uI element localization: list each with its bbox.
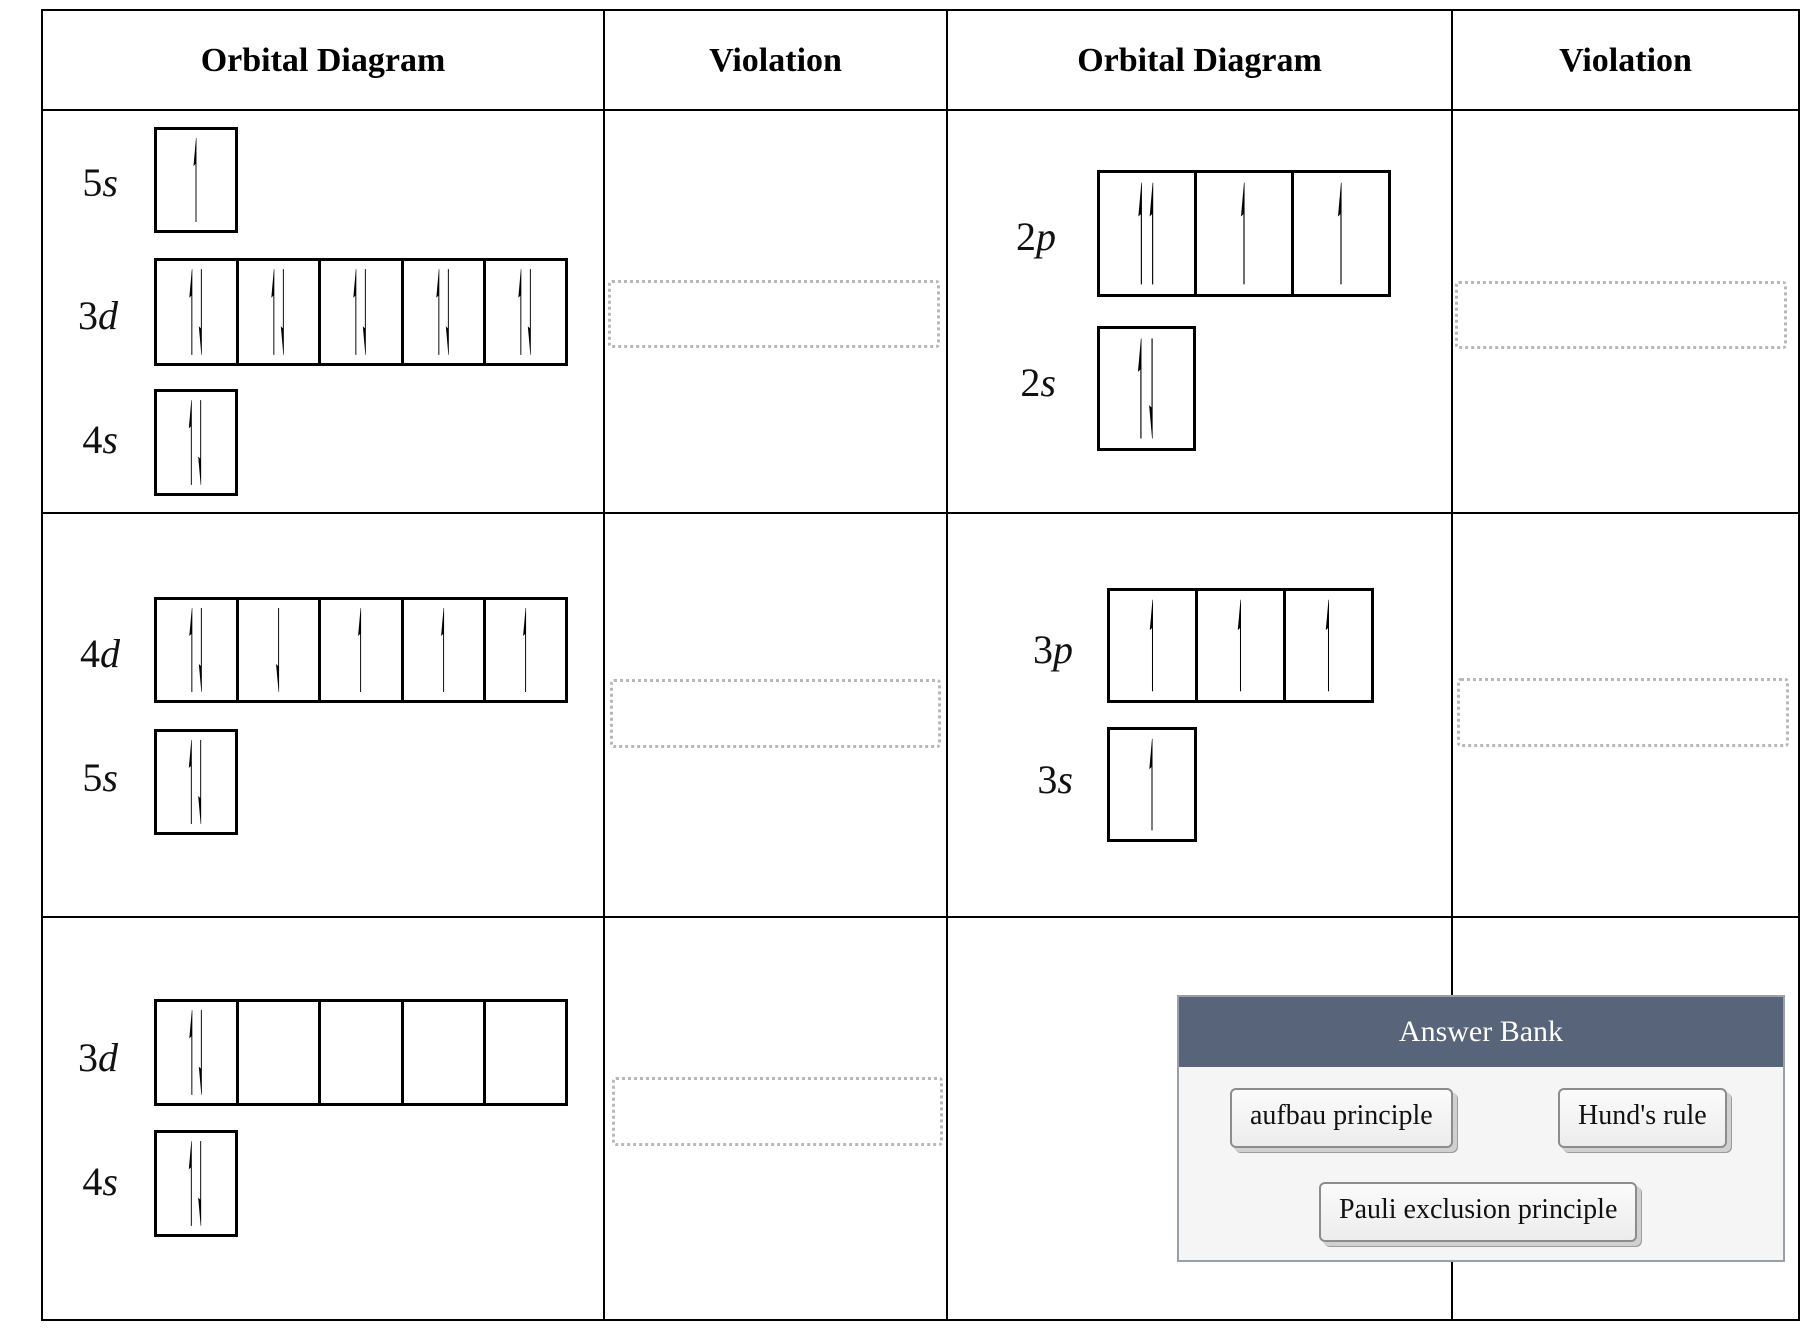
spin-up-arrow-icon xyxy=(189,269,192,355)
orbital-label: 3d xyxy=(78,293,118,338)
orbital-boxes xyxy=(1107,588,1374,703)
orbital-box xyxy=(1294,173,1388,294)
orbital-box xyxy=(1197,173,1294,294)
orbital-box xyxy=(404,600,486,700)
spin-up-arrow-icon xyxy=(1238,600,1241,692)
grid-line xyxy=(41,916,1800,918)
orbital-box xyxy=(321,261,403,363)
orbital-box xyxy=(321,600,403,700)
orbital-boxes xyxy=(154,127,238,233)
orbital-label: 5s xyxy=(82,160,118,205)
orbital-box xyxy=(157,261,239,363)
spin-down-arrow-icon xyxy=(199,269,202,355)
spin-up-arrow-icon xyxy=(436,269,439,355)
orbital-boxes xyxy=(1107,727,1197,842)
orbital-label: 2s xyxy=(1020,360,1056,405)
orbital-box xyxy=(239,600,321,700)
spin-up-arrow-icon xyxy=(523,608,526,692)
answer-chip-aufbau-principle[interactable]: aufbau principle xyxy=(1230,1088,1453,1148)
orbital-boxes xyxy=(154,258,568,366)
orbital-label: 3s xyxy=(1037,757,1073,802)
spin-down-arrow-icon xyxy=(198,740,201,824)
orbital-boxes xyxy=(1097,326,1196,451)
orbital-box xyxy=(157,600,239,700)
orbital-box xyxy=(486,1002,565,1103)
spin-up-arrow-icon xyxy=(518,269,521,355)
orbital-box xyxy=(1100,173,1197,294)
spin-down-arrow-icon xyxy=(1149,339,1153,439)
spin-up-arrow-icon xyxy=(1138,183,1142,285)
orbital-boxes xyxy=(154,729,238,835)
orbital-box xyxy=(239,261,321,363)
spin-down-arrow-icon xyxy=(281,269,284,355)
orbital-box xyxy=(157,130,235,230)
orbital-box xyxy=(1100,329,1193,448)
answer-chip-pauli-exclusion-principle[interactable]: Pauli exclusion principle xyxy=(1319,1182,1637,1242)
orbital-box xyxy=(157,1133,235,1234)
orbital-box xyxy=(1110,591,1198,700)
orbital-label: 3d xyxy=(78,1035,118,1080)
orbital-boxes xyxy=(154,597,568,703)
answer-chip-hunds-rule[interactable]: Hund's rule xyxy=(1558,1088,1727,1148)
orbital-box xyxy=(157,392,235,493)
spin-down-arrow-icon xyxy=(276,608,279,692)
orbital-boxes xyxy=(154,1130,238,1237)
spin-up-arrow-icon xyxy=(354,269,357,355)
orbital-label: 2p xyxy=(1016,214,1056,259)
violation-drop-zone[interactable] xyxy=(1455,281,1787,349)
spin-up-arrow-icon xyxy=(189,1141,192,1226)
spin-down-arrow-icon xyxy=(199,608,202,692)
orbital-box xyxy=(157,732,235,832)
orbital-box xyxy=(404,1002,486,1103)
orbital-label: 4d xyxy=(80,631,120,676)
spin-up-arrow-icon xyxy=(1149,739,1152,831)
orbital-label: 4s xyxy=(82,1159,118,1204)
orbital-box xyxy=(486,261,565,363)
orbital-boxes xyxy=(154,389,238,496)
spin-up-arrow-icon xyxy=(1138,339,1142,439)
orbital-label: 4s xyxy=(82,417,118,462)
spin-up-arrow-icon xyxy=(1338,183,1342,285)
spin-up-arrow-icon xyxy=(189,608,192,692)
spin-up-arrow-icon xyxy=(441,608,444,692)
spin-up-arrow-icon xyxy=(1326,600,1329,692)
spin-down-arrow-icon xyxy=(363,269,366,355)
violation-drop-zone[interactable] xyxy=(610,679,941,748)
orbital-box xyxy=(1198,591,1286,700)
grid-line xyxy=(603,9,605,1321)
spin-down-arrow-icon xyxy=(199,1010,202,1095)
spin-down-arrow-icon xyxy=(528,269,531,355)
column-header-orbital-diagram: Orbital Diagram xyxy=(200,42,446,79)
orbital-box xyxy=(1286,591,1371,700)
answer-bank-title: Answer Bank xyxy=(1179,997,1783,1067)
grid-line xyxy=(946,9,948,1321)
grid-line xyxy=(41,109,1800,111)
orbital-label: 5s xyxy=(82,755,118,800)
column-header-orbital-diagram: Orbital Diagram xyxy=(1077,42,1322,79)
violation-drop-zone[interactable] xyxy=(608,280,940,348)
spin-up-arrow-icon xyxy=(1150,183,1154,285)
spin-up-arrow-icon xyxy=(189,400,192,485)
spin-up-arrow-icon xyxy=(189,740,192,824)
spin-down-arrow-icon xyxy=(198,400,201,485)
grid-line xyxy=(41,512,1800,514)
violation-drop-zone[interactable] xyxy=(1457,678,1789,747)
orbital-boxes xyxy=(154,999,568,1106)
spin-up-arrow-icon xyxy=(272,269,275,355)
spin-up-arrow-icon xyxy=(358,608,361,692)
spin-up-arrow-icon xyxy=(1241,183,1245,285)
grid-line xyxy=(41,1319,1800,1321)
spin-down-arrow-icon xyxy=(198,1141,201,1226)
orbital-box xyxy=(404,261,486,363)
orbital-box xyxy=(1110,730,1194,839)
orbital-box xyxy=(486,600,565,700)
spin-up-arrow-icon xyxy=(194,138,197,222)
spin-up-arrow-icon xyxy=(1150,600,1153,692)
grid-line xyxy=(1798,9,1800,1321)
orbital-box xyxy=(239,1002,321,1103)
orbital-boxes xyxy=(1097,170,1391,297)
orbital-box xyxy=(321,1002,403,1103)
column-header-violation: Violation xyxy=(709,42,842,79)
orbital-box xyxy=(157,1002,239,1103)
spin-up-arrow-icon xyxy=(189,1010,192,1095)
orbital-label: 3p xyxy=(1033,627,1073,672)
violation-drop-zone[interactable] xyxy=(612,1077,943,1146)
spin-down-arrow-icon xyxy=(445,269,448,355)
column-header-violation: Violation xyxy=(1559,42,1692,79)
